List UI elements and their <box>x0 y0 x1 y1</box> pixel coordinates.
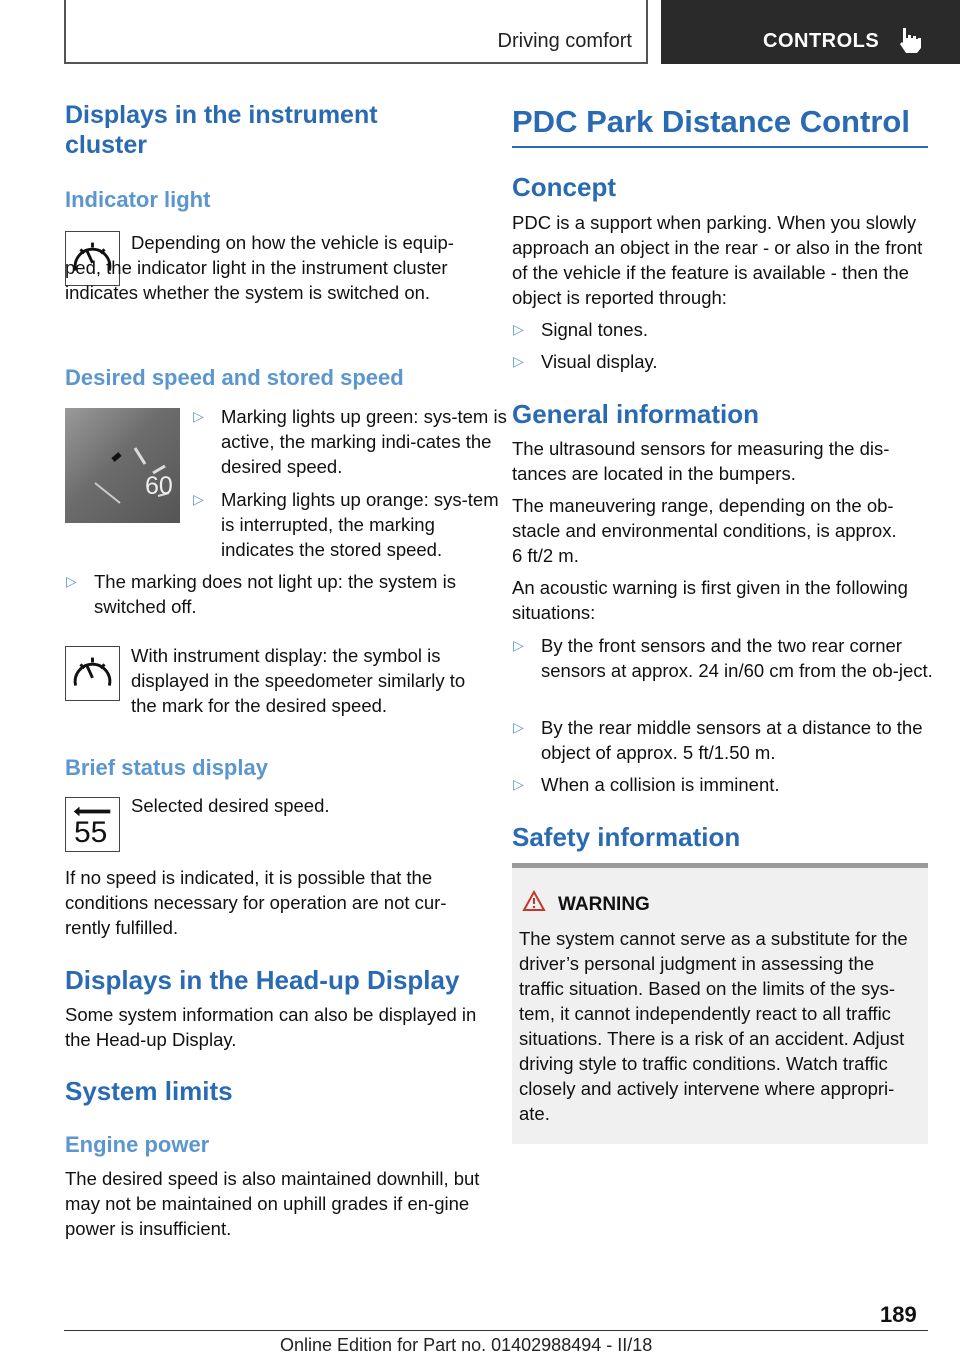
bullet-text: Visual display. <box>541 351 658 372</box>
heading-general-information: General information <box>512 399 760 429</box>
bullet-triangle-icon: ▷ <box>193 408 204 424</box>
concept-text: PDC is a support when parking. When you slowly approach an object in the rear - or also in the front of the vehicle if the feature is available - then the object is reported through: <box>512 212 923 308</box>
bullet-green-marking <box>192 404 511 479</box>
bullet-marking-off <box>65 569 509 619</box>
heading-brief-status-display: Brief status display <box>65 755 268 780</box>
concept-bullet <box>512 349 957 374</box>
bullet-triangle-icon: ▷ <box>513 637 524 653</box>
footer-edition: Online Edition for Part no. 01402988494 - II/18 <box>280 1335 653 1355</box>
footer-divider <box>64 1330 928 1331</box>
general-bullet <box>512 633 957 683</box>
heading-desired-stored-speed: Desired speed and stored speed <box>65 365 404 390</box>
bullet-orange-marking <box>192 487 511 562</box>
heading-displays-instrument-cluster: Displays in the instrument cluster <box>65 101 378 159</box>
header-chapter-title: CONTROLS <box>763 30 880 52</box>
heading-general-wrap <box>512 398 759 430</box>
indicator-light-text: Depending on how the vehicle is equip-ped, the indicator light in the instrument cluster indicates whether the system is switched on. <box>65 232 454 303</box>
general-bullet <box>512 715 957 765</box>
gauge-number: 60 <box>145 472 173 500</box>
bullet-triangle-icon: ▷ <box>513 776 524 792</box>
instrument-display-text: With instrument display: the symbol is displayed in the speedometer similarly to the mark for the desired speed. <box>131 645 466 716</box>
header-chapter-tab <box>661 0 960 64</box>
heading-displays-hud: Displays in the Head-up Display <box>65 965 460 995</box>
heading-hud-wrap <box>65 964 459 996</box>
pointing-hand-icon <box>897 26 923 54</box>
heading-safety-wrap <box>512 821 740 853</box>
bullet-triangle-icon: ▷ <box>66 573 77 589</box>
general-text-3: An acoustic warning is first given in the following situations: <box>512 577 908 623</box>
warning-title: WARNING <box>558 894 650 915</box>
bullet-triangle-icon: ▷ <box>513 719 524 735</box>
speedometer-gauge-image <box>65 408 180 523</box>
heading-pdc-title: PDC Park Distance Control <box>512 102 928 148</box>
header-section-tab <box>64 0 648 64</box>
heading-system-limits: System limits <box>65 1076 233 1106</box>
general-text-1: The ultrasound sensors for measuring the dis-tances are located in the bumpers. <box>512 438 890 484</box>
bullet-text: The marking does not light up: the system is switched off. <box>94 571 456 617</box>
instrument-display-symbol-icon <box>65 646 120 701</box>
general-text-2b: 6 ft/2 m. <box>512 545 579 566</box>
bullet-text: By the rear middle sensors at a distance to the object of approx. 5 ft/1.50 m. <box>541 717 923 763</box>
heading-desired-speed-wrap <box>65 364 404 392</box>
no-speed-text: If no speed is indicated, it is possible that the conditions necessary for operation are not cur-rently fulfilled. <box>65 867 447 938</box>
brief-status-text: Selected desired speed. <box>131 795 330 816</box>
heading-engine-power-wrap <box>65 1131 209 1159</box>
warning-text: The system cannot serve as a substitute for the driver’s personal judgment in assessing the traffic situation. Based on the limits of the sys-tem, it cannot independently react to all traffic situations. There is a risk of an accident. Adjust driving style to traffic conditions. Watch traffic closely and actively intervene where appropri-ate. <box>519 928 908 1124</box>
speed-limit-55-icon <box>65 797 120 852</box>
heading-concept: Concept <box>512 172 616 202</box>
concept-bullet <box>512 317 957 342</box>
hud-text: Some system information can also be displayed in the Head-up Display. <box>65 1004 477 1050</box>
general-bullet <box>512 772 957 797</box>
bullet-triangle-icon: ▷ <box>513 321 524 337</box>
bullet-text: Signal tones. <box>541 319 648 340</box>
bullet-text: When a collision is imminent. <box>541 774 780 795</box>
bullet-triangle-icon: ▷ <box>193 491 204 507</box>
heading-concept-wrap <box>512 171 616 203</box>
heading-engine-power: Engine power <box>65 1132 210 1157</box>
bullet-text: Marking lights up green: sys-tem is active, the marking indi-cates the desired speed. <box>221 406 507 477</box>
left-column <box>65 100 480 160</box>
general-text-2a: The maneuvering range, depending on the ob-stacle and environmental conditions, is approx. <box>512 495 897 541</box>
heading-indicator-light-wrap <box>65 186 210 214</box>
speed-icon-number: 55 <box>74 816 108 849</box>
heading-indicator-light: Indicator light <box>65 187 211 212</box>
bullet-text: By the front sensors and the two rear corner sensors at approx. 24 in/60 cm from the ob-ject. <box>541 635 933 681</box>
page-number: 189 <box>880 1302 917 1327</box>
heading-system-limits-wrap <box>65 1075 233 1107</box>
warning-box <box>512 863 928 1144</box>
bullet-triangle-icon: ▷ <box>513 353 524 369</box>
engine-power-text: The desired speed is also maintained downhill, but may not be maintained on uphill grades if en-gine power is insufficient. <box>65 1168 480 1239</box>
heading-brief-status-wrap <box>65 754 268 782</box>
bullet-text: Marking lights up orange: sys-tem is interrupted, the marking indicates the stored speed. <box>221 489 499 560</box>
header-section-title: Driving comfort <box>497 30 632 52</box>
warning-triangle-icon <box>522 890 546 912</box>
pdc-title-wrap <box>512 102 928 148</box>
heading-safety-information: Safety information <box>512 822 741 852</box>
